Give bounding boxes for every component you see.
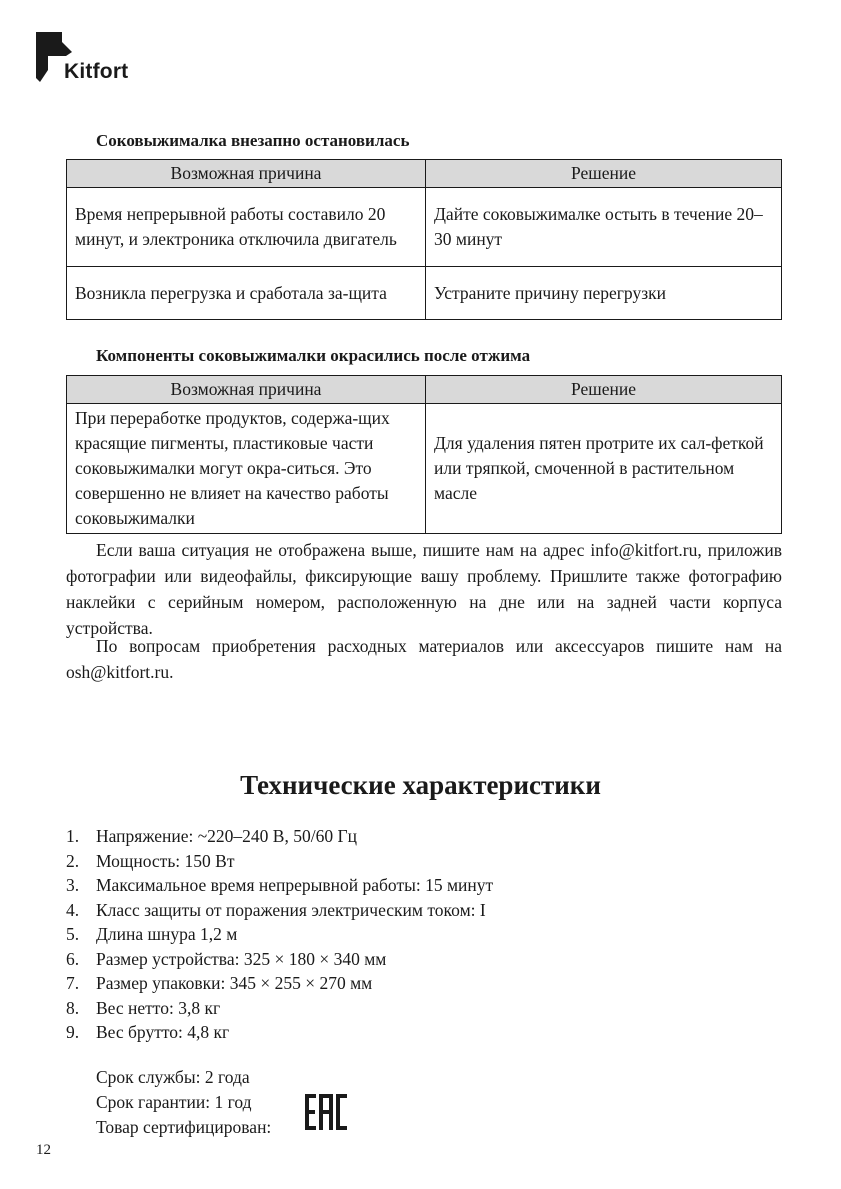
specs-heading: Технические характеристики — [240, 770, 601, 800]
list-item: 7. Размер упаковки: 345 × 255 × 270 мм — [66, 973, 373, 993]
table-row — [67, 188, 782, 267]
warranty-period: Срок гарантии: 1 год — [96, 1092, 252, 1112]
table-cell-solution: Дайте соковыжималке остыть в течение 20–30 минут — [426, 188, 782, 267]
service-life: Срок службы: 2 года — [96, 1067, 250, 1087]
troubleshoot-table-1 — [66, 159, 782, 320]
list-item: 9. Вес брутто: 4,8 кг — [66, 1022, 230, 1042]
list-item: 4. Класс защиты от поражения электрическим током: I — [66, 899, 486, 920]
table-header-row — [67, 160, 782, 188]
table-cell-solution: Для удаления пятен протрите их сал-феткой или тряпкой, смоченной в растительном масле — [426, 404, 782, 534]
column-header-solution: Решение — [426, 160, 782, 188]
list-item: 8. Вес нетто: 3,8 кг — [66, 997, 221, 1018]
list-item: 3. Максимальное время непрерывной работы: 15 минут — [66, 875, 494, 895]
brand-logo-text: Kitfort — [64, 60, 129, 83]
troubleshoot-table-2 — [66, 375, 782, 534]
table-row — [67, 404, 782, 534]
list-item: 2. Мощность: 150 Вт — [66, 850, 235, 871]
certified-label: Товар сертифицирован: — [96, 1117, 272, 1137]
table-cell-solution: Устраните причину перегрузки — [426, 267, 782, 320]
column-header-solution: Решение — [426, 376, 782, 404]
list-item: 5. Длина шнура 1,2 м — [66, 924, 238, 944]
page-number: 12 — [36, 1142, 51, 1158]
accessories-paragraph: По вопросам приобретения расходных материалов или аксессуаров пишите нам на osh@kitfort.ru. — [66, 636, 782, 682]
table2-title: Компоненты соковыжималки окрасились после отжима — [96, 346, 531, 365]
table-cell-cause: Время непрерывной работы составило 20 минут, и электроника отключила двигатель — [67, 188, 426, 267]
table-cell-cause: При переработке продуктов, содержа-щих красящие пигменты, пластиковые части соковыжималки могут окра-ситься. Это совершенно не влияет на качество работы соковыжималки — [67, 404, 426, 534]
table-cell-cause: Возникла перегрузка и сработала за-щита — [67, 267, 426, 320]
table-row — [67, 267, 782, 320]
table-header-row — [67, 376, 782, 404]
specs-list — [66, 824, 493, 1045]
list-item: 1. Напряжение: ~220–240 В, 50/60 Гц — [66, 826, 357, 846]
eac-mark-icon — [304, 1093, 348, 1131]
table1-title: Соковыжималка внезапно остановилась — [96, 131, 410, 150]
column-header-cause: Возможная причина — [67, 376, 426, 404]
list-item: 6. Размер устройства: 325 × 180 × 340 мм — [66, 948, 387, 969]
contact-paragraph: Если ваша ситуация не отображена выше, пишите нам на адрес info@kitfort.ru, приложив фотографии или видеофайлы, фиксирующие вашу проблему. Пришлите также фотографию наклейки с серийным номером, расположенную на дне или на задней части корпуса устройства. — [66, 540, 782, 638]
column-header-cause: Возможная причина — [67, 160, 426, 188]
